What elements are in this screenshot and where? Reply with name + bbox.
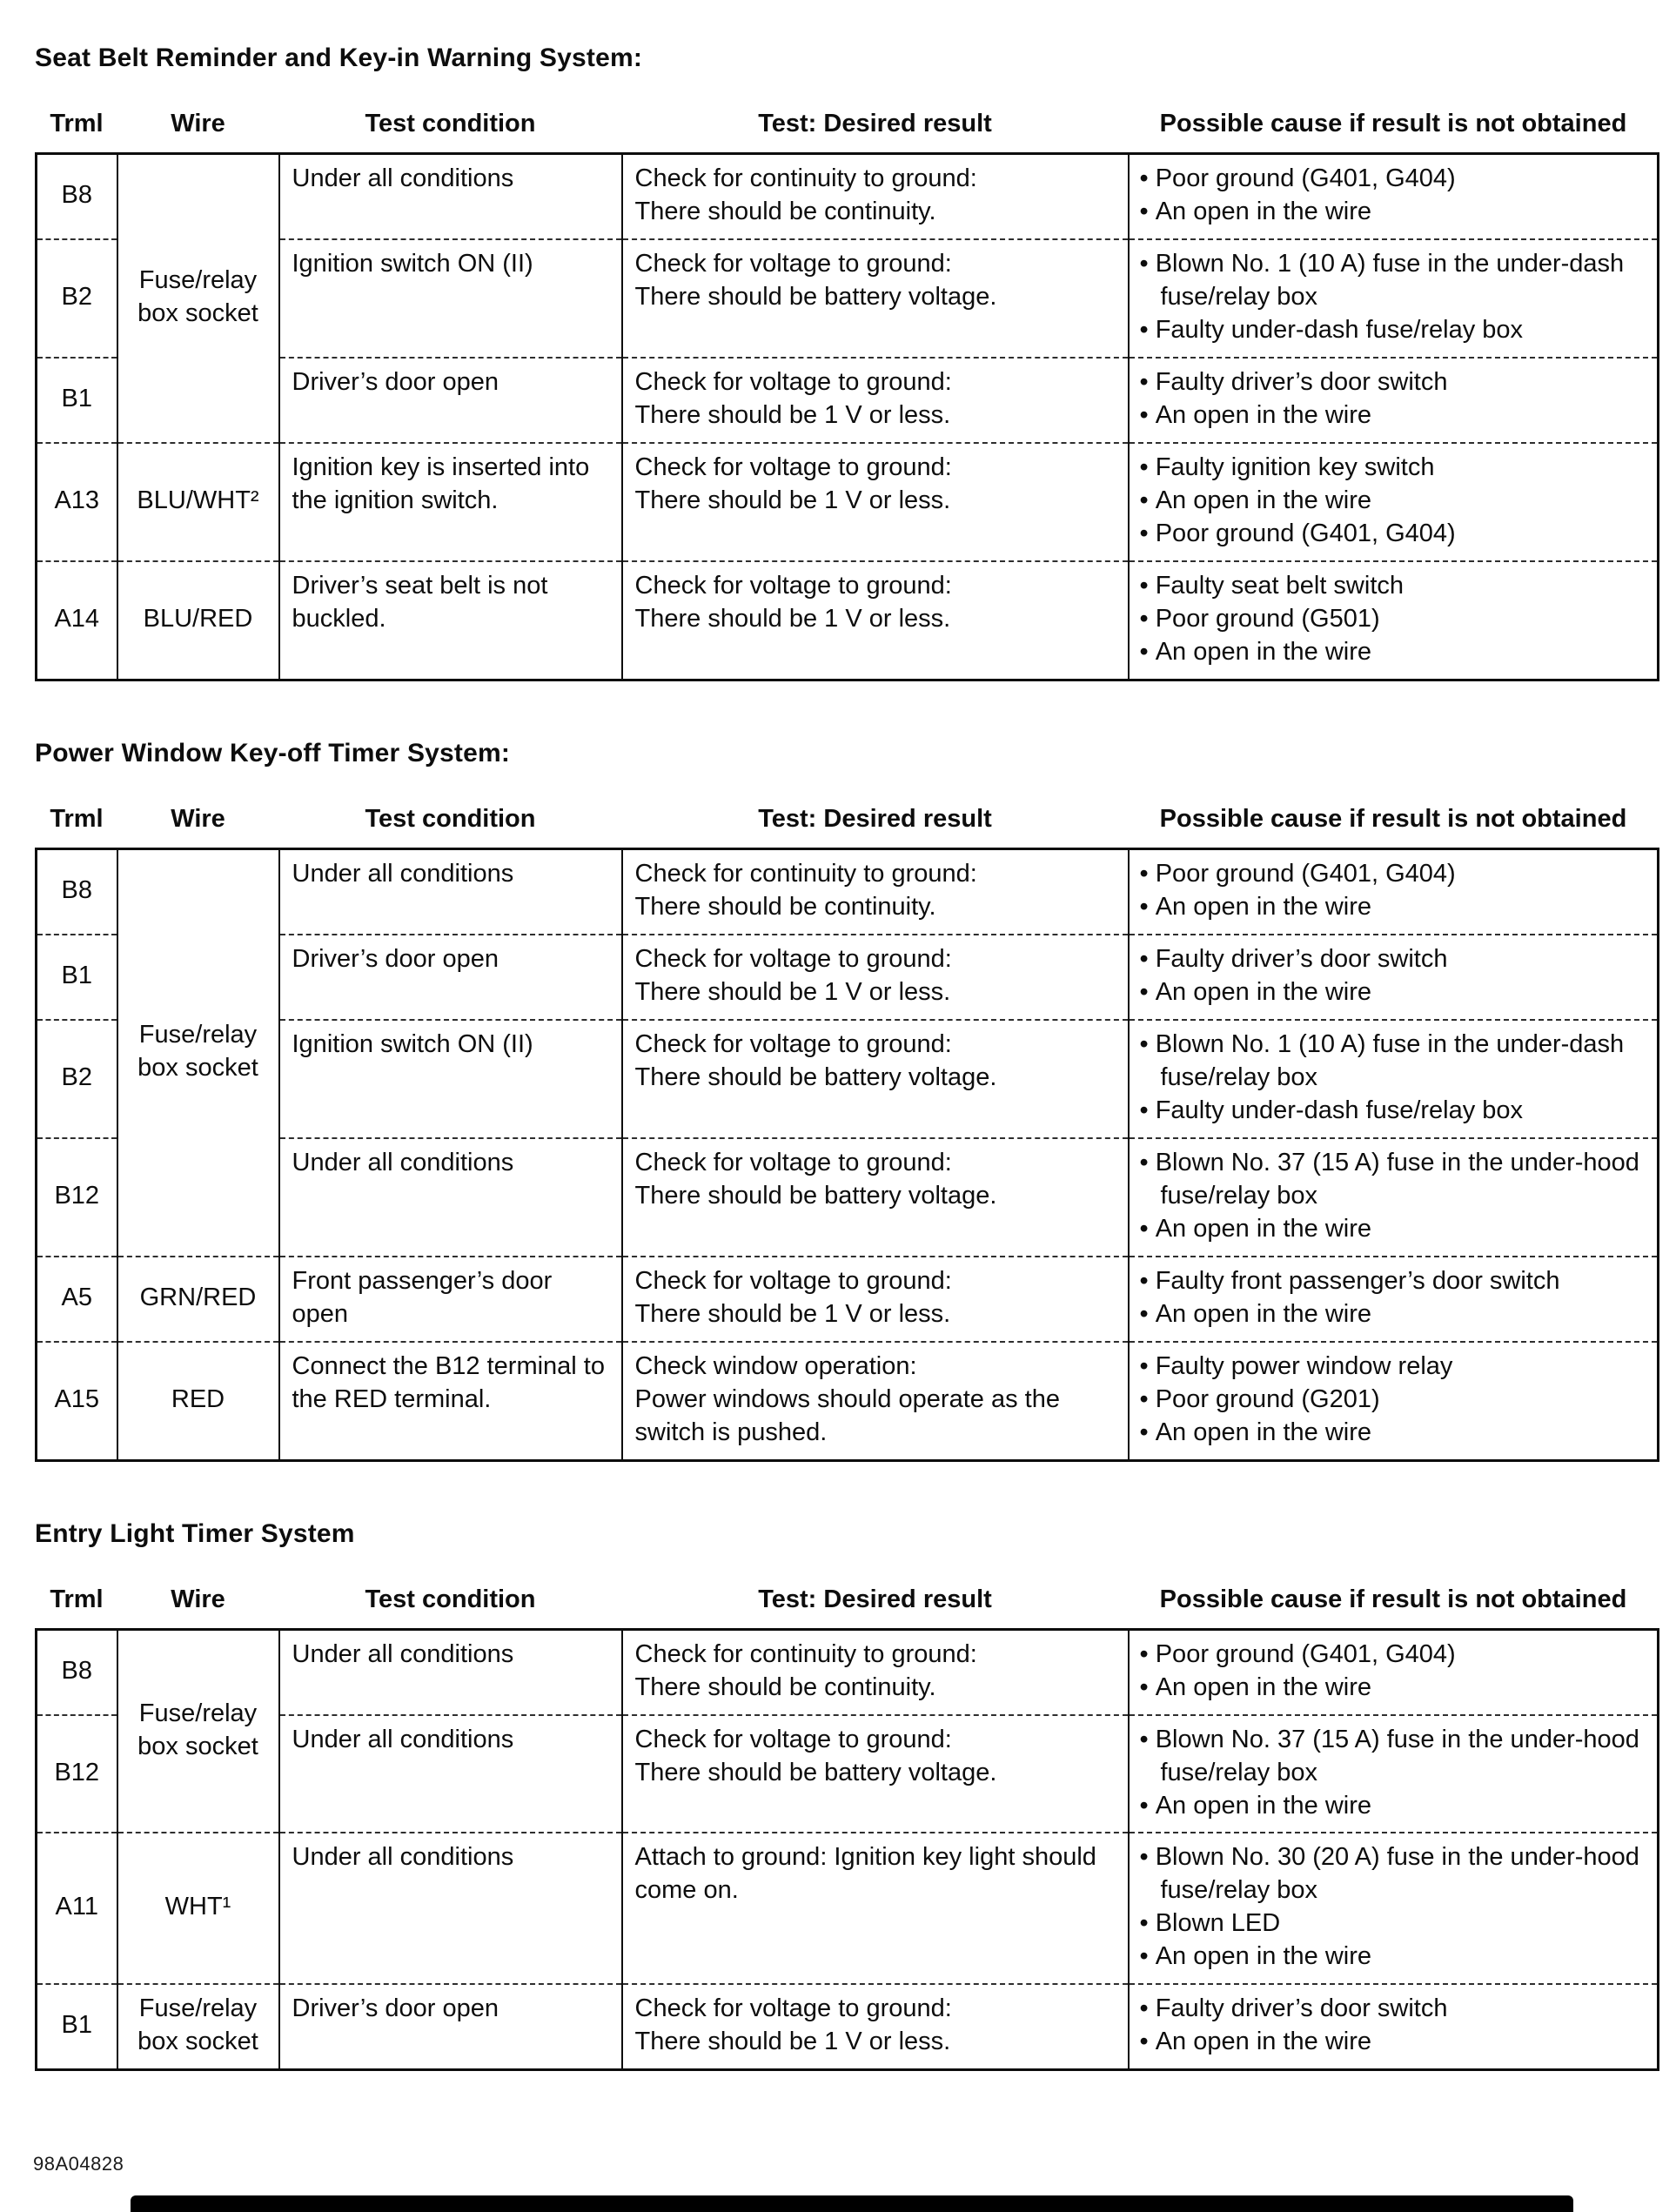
test-condition-cell: Under all conditions bbox=[279, 1629, 622, 1714]
table-row bbox=[37, 848, 1659, 934]
result-line: There should be 1 V or less. bbox=[634, 977, 951, 1006]
cause-item: • An open in the wire bbox=[1140, 891, 1647, 924]
result-line: Check for voltage to ground: bbox=[634, 1994, 952, 2023]
cause-list bbox=[1140, 366, 1647, 432]
test-condition-cell: Ignition switch ON (II) bbox=[279, 239, 622, 358]
wire-cell: Fuse/relay box socket bbox=[117, 848, 279, 1256]
system-section bbox=[35, 44, 1659, 681]
column-header: Trml bbox=[50, 804, 104, 833]
result-line: Check for voltage to ground: bbox=[634, 1266, 952, 1295]
table-row bbox=[37, 1715, 1659, 1833]
result-line: There should be battery voltage. bbox=[634, 1758, 997, 1786]
table-row bbox=[37, 239, 1659, 358]
test-condition-cell: Under all conditions bbox=[279, 848, 622, 934]
cause-list bbox=[1140, 858, 1647, 924]
desired-result-cell bbox=[622, 443, 1129, 561]
result-line: Check for voltage to ground: bbox=[634, 249, 952, 278]
cause-item: • Blown No. 30 (20 A) fuse in the under-hood fuse/relay box bbox=[1140, 1841, 1647, 1907]
cause-item: • Poor ground (G401, G404) bbox=[1140, 163, 1647, 196]
result-line: There should be battery voltage. bbox=[634, 1181, 997, 1210]
cause-list bbox=[1140, 1351, 1647, 1450]
table-row bbox=[37, 443, 1659, 561]
possible-cause-cell bbox=[1129, 561, 1659, 680]
cause-item: • An open in the wire bbox=[1140, 2026, 1647, 2059]
terminal-cell: B1 bbox=[37, 358, 117, 443]
table-row bbox=[37, 1342, 1659, 1460]
wire-cell: WHT¹ bbox=[117, 1833, 279, 1984]
desired-result-cell bbox=[622, 154, 1129, 239]
test-condition-cell: Under all conditions bbox=[279, 154, 622, 239]
desired-result-cell bbox=[622, 1257, 1129, 1342]
table-row bbox=[37, 1629, 1659, 1714]
table-row bbox=[37, 1984, 1659, 2069]
result-line: Check for voltage to ground: bbox=[634, 452, 952, 481]
table-row bbox=[37, 1138, 1659, 1257]
page-code: 98A04828 bbox=[33, 2153, 124, 2175]
desired-result-cell bbox=[622, 848, 1129, 934]
cause-item: • Faulty power window relay bbox=[1140, 1351, 1647, 1384]
column-header: Test condition bbox=[365, 1585, 536, 1613]
cause-item: • Faulty under-dash fuse/relay box bbox=[1140, 1095, 1647, 1128]
result-line: There should be 1 V or less. bbox=[634, 400, 951, 429]
result-line: Check for voltage to ground: bbox=[634, 944, 952, 973]
cause-item: • Poor ground (G501) bbox=[1140, 603, 1647, 636]
cause-item: • Blown No. 1 (10 A) fuse in the under-dash fuse/relay box bbox=[1140, 248, 1647, 314]
terminal-cell: A5 bbox=[37, 1257, 117, 1342]
column-header: Possible cause if result is not obtained bbox=[1159, 110, 1627, 137]
test-condition-cell: Ignition key is inserted into the ignition switch. bbox=[279, 443, 622, 561]
result-line: There should be 1 V or less. bbox=[634, 2028, 951, 2056]
result-line: There should be 1 V or less. bbox=[634, 604, 951, 633]
cause-item: • An open in the wire bbox=[1140, 1790, 1647, 1823]
terminal-cell: B1 bbox=[37, 935, 117, 1020]
cause-list bbox=[1140, 452, 1647, 551]
cause-item: • An open in the wire bbox=[1140, 399, 1647, 432]
test-condition-cell: Under all conditions bbox=[279, 1715, 622, 1833]
test-condition-cell: Driver’s door open bbox=[279, 358, 622, 443]
possible-cause-cell bbox=[1129, 1020, 1659, 1138]
cause-list bbox=[1140, 943, 1647, 1009]
result-line: Check for voltage to ground: bbox=[634, 1148, 952, 1176]
system-section bbox=[35, 739, 1659, 1462]
column-header: Test: Desired result bbox=[758, 1585, 992, 1613]
header-row bbox=[37, 1585, 1659, 1630]
desired-result-cell bbox=[622, 1629, 1129, 1714]
table-row bbox=[37, 358, 1659, 443]
column-header: Wire bbox=[171, 804, 225, 833]
table-row bbox=[37, 935, 1659, 1020]
column-header: Test condition bbox=[365, 110, 536, 137]
possible-cause-cell bbox=[1129, 1138, 1659, 1257]
cause-item: • Faulty seat belt switch bbox=[1140, 570, 1647, 603]
terminal-cell: B2 bbox=[37, 239, 117, 358]
terminal-cell: B8 bbox=[61, 180, 92, 209]
result-line: Check for voltage to ground: bbox=[634, 1725, 952, 1753]
result-line: There should be continuity. bbox=[634, 892, 936, 921]
possible-cause-cell bbox=[1129, 443, 1659, 561]
cause-item: • Poor ground (G401, G404) bbox=[1140, 1639, 1647, 1672]
scan-artifact-bar bbox=[131, 2195, 1573, 2212]
section-title: Seat Belt Reminder and Key-in Warning System: bbox=[35, 44, 643, 72]
table-row bbox=[37, 1257, 1659, 1342]
wire-cell: Fuse/relay box socket bbox=[117, 1629, 279, 1833]
possible-cause-cell bbox=[1129, 1715, 1659, 1833]
possible-cause-cell bbox=[1129, 848, 1659, 934]
test-condition-cell: Under all conditions bbox=[279, 1833, 622, 1984]
cause-item: • Blown No. 37 (15 A) fuse in the under-hood fuse/relay box bbox=[1140, 1147, 1647, 1213]
result-line: There should be continuity. bbox=[634, 197, 936, 225]
possible-cause-cell bbox=[1129, 358, 1659, 443]
cause-item: • Faulty front passenger’s door switch bbox=[1140, 1265, 1647, 1298]
cause-list bbox=[1140, 163, 1647, 229]
desired-result-cell bbox=[622, 1342, 1129, 1460]
cause-list bbox=[1140, 1265, 1647, 1331]
cause-item: • Poor ground (G401, G404) bbox=[1140, 518, 1647, 551]
cause-item: • Blown No. 37 (15 A) fuse in the under-hood fuse/relay box bbox=[1140, 1724, 1647, 1790]
possible-cause-cell bbox=[1129, 154, 1659, 239]
result-line: There should be battery voltage. bbox=[634, 282, 997, 311]
result-line: Check for voltage to ground: bbox=[634, 571, 952, 600]
column-header: Test: Desired result bbox=[758, 804, 992, 833]
cause-item: • Faulty ignition key switch bbox=[1140, 452, 1647, 485]
possible-cause-cell bbox=[1129, 1342, 1659, 1460]
cause-item: • An open in the wire bbox=[1140, 976, 1647, 1009]
result-line: There should be 1 V or less. bbox=[634, 486, 951, 514]
cause-item: • Poor ground (G201) bbox=[1140, 1384, 1647, 1417]
terminal-cell: B8 bbox=[61, 1656, 92, 1685]
wire-cell: RED bbox=[117, 1342, 279, 1460]
cause-list bbox=[1140, 1841, 1647, 1974]
possible-cause-cell bbox=[1129, 1984, 1659, 2069]
cause-list bbox=[1140, 1724, 1647, 1823]
table-row bbox=[37, 154, 1659, 239]
result-line: There should be battery voltage. bbox=[634, 1062, 997, 1091]
wire-cell: BLU/WHT² bbox=[117, 443, 279, 561]
troubleshooting-table bbox=[35, 1585, 1659, 2072]
table-row bbox=[37, 1020, 1659, 1138]
system-section bbox=[35, 1519, 1659, 2072]
cause-item: • An open in the wire bbox=[1140, 1941, 1647, 1974]
cause-list bbox=[1140, 248, 1647, 347]
terminal-cell: B12 bbox=[37, 1715, 117, 1833]
result-line: Attach to ground: Ignition key light should come on. bbox=[634, 1843, 1096, 1905]
cause-item: • An open in the wire bbox=[1140, 196, 1647, 229]
result-line: Check for voltage to ground: bbox=[634, 367, 952, 396]
column-header: Test condition bbox=[365, 804, 536, 833]
table-row bbox=[37, 561, 1659, 680]
desired-result-cell bbox=[622, 239, 1129, 358]
test-condition-cell: Driver’s door open bbox=[279, 1984, 622, 2069]
cause-item: • An open in the wire bbox=[1140, 1213, 1647, 1246]
cause-item: • An open in the wire bbox=[1140, 1298, 1647, 1331]
cause-item: • An open in the wire bbox=[1140, 1417, 1647, 1450]
cause-item: • Faulty driver’s door switch bbox=[1140, 366, 1647, 399]
cause-item: • Faulty driver’s door switch bbox=[1140, 943, 1647, 976]
possible-cause-cell bbox=[1129, 1257, 1659, 1342]
column-header: Wire bbox=[171, 110, 225, 137]
result-line: Check for continuity to ground: bbox=[634, 164, 977, 192]
column-header: Trml bbox=[50, 110, 104, 137]
cause-item: • An open in the wire bbox=[1140, 636, 1647, 669]
wire-cell: Fuse/relay box socket bbox=[117, 154, 279, 443]
section-title: Power Window Key-off Timer System: bbox=[35, 738, 511, 767]
cause-item: • Faulty under-dash fuse/relay box bbox=[1140, 314, 1647, 347]
cause-list bbox=[1140, 1993, 1647, 2059]
possible-cause-cell bbox=[1129, 935, 1659, 1020]
cause-item: • Poor ground (G401, G404) bbox=[1140, 858, 1647, 891]
wire-cell: BLU/RED bbox=[117, 561, 279, 680]
result-line: Check for continuity to ground: bbox=[634, 859, 977, 888]
terminal-cell: A11 bbox=[37, 1833, 117, 1984]
troubleshooting-table bbox=[35, 110, 1659, 681]
test-condition-cell: Ignition switch ON (II) bbox=[279, 1020, 622, 1138]
desired-result-cell bbox=[622, 1833, 1129, 1984]
wire-cell: GRN/RED bbox=[117, 1257, 279, 1342]
terminal-cell: A13 bbox=[37, 443, 117, 561]
header-row bbox=[37, 805, 1659, 849]
desired-result-cell bbox=[622, 1715, 1129, 1833]
column-header: Possible cause if result is not obtained bbox=[1159, 804, 1627, 833]
result-line: Check for voltage to ground: bbox=[634, 1029, 952, 1058]
result-line: Power windows should operate as the switch is pushed. bbox=[634, 1384, 1060, 1446]
cause-list bbox=[1140, 1639, 1647, 1705]
column-header: Wire bbox=[171, 1585, 225, 1613]
result-line: There should be continuity. bbox=[634, 1672, 936, 1701]
desired-result-cell bbox=[622, 1138, 1129, 1257]
desired-result-cell bbox=[622, 935, 1129, 1020]
test-condition-cell: Front passenger’s door open bbox=[279, 1257, 622, 1342]
terminal-cell: A15 bbox=[37, 1342, 117, 1460]
cause-item: • Faulty driver’s door switch bbox=[1140, 1993, 1647, 2026]
possible-cause-cell bbox=[1129, 239, 1659, 358]
cause-item: • An open in the wire bbox=[1140, 1672, 1647, 1705]
cause-list bbox=[1140, 1029, 1647, 1128]
table-row bbox=[37, 1833, 1659, 1984]
cause-item: • Blown LED bbox=[1140, 1907, 1647, 1941]
cause-list bbox=[1140, 1147, 1647, 1246]
column-header: Trml bbox=[50, 1585, 104, 1613]
header-row bbox=[37, 110, 1659, 154]
test-condition-cell: Driver’s seat belt is not buckled. bbox=[279, 561, 622, 680]
test-condition-cell: Driver’s door open bbox=[279, 935, 622, 1020]
cause-item: • An open in the wire bbox=[1140, 485, 1647, 518]
section-title: Entry Light Timer System bbox=[35, 1518, 355, 1548]
troubleshooting-table bbox=[35, 805, 1659, 1462]
cause-list bbox=[1140, 570, 1647, 669]
possible-cause-cell bbox=[1129, 1629, 1659, 1714]
desired-result-cell bbox=[622, 358, 1129, 443]
result-line: Check for continuity to ground: bbox=[634, 1639, 977, 1668]
possible-cause-cell bbox=[1129, 1833, 1659, 1984]
test-condition-cell: Connect the B12 terminal to the RED terminal. bbox=[279, 1342, 622, 1460]
terminal-cell: B12 bbox=[37, 1138, 117, 1257]
document-body bbox=[35, 44, 1659, 2071]
desired-result-cell bbox=[622, 1984, 1129, 2069]
column-header: Test: Desired result bbox=[758, 110, 992, 137]
desired-result-cell bbox=[622, 561, 1129, 680]
terminal-cell: B8 bbox=[61, 875, 92, 904]
column-header: Possible cause if result is not obtained bbox=[1159, 1585, 1627, 1613]
wire-cell: Fuse/relay box socket bbox=[117, 1984, 279, 2069]
result-line: Check window operation: bbox=[634, 1351, 917, 1380]
desired-result-cell bbox=[622, 1020, 1129, 1138]
result-line: There should be 1 V or less. bbox=[634, 1299, 951, 1328]
cause-item: • Blown No. 1 (10 A) fuse in the under-dash fuse/relay box bbox=[1140, 1029, 1647, 1095]
terminal-cell: B1 bbox=[37, 1984, 117, 2069]
terminal-cell: A14 bbox=[37, 561, 117, 680]
test-condition-cell: Under all conditions bbox=[279, 1138, 622, 1257]
terminal-cell: B2 bbox=[37, 1020, 117, 1138]
